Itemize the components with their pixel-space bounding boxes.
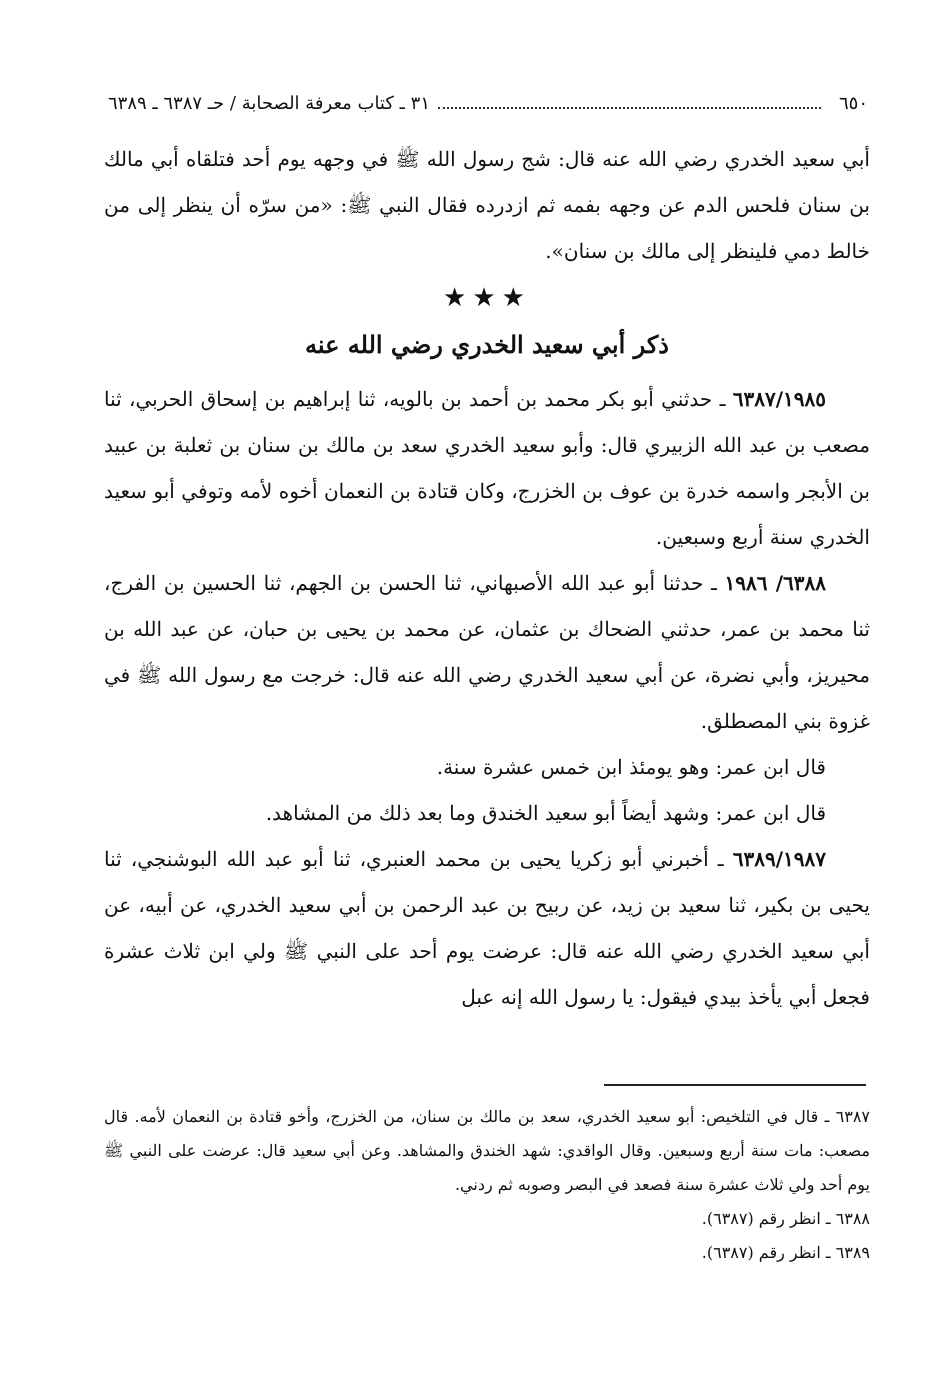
footnote: ٦٣٨٩ ـ انظر رقم (٦٣٨٧). bbox=[701, 1243, 870, 1262]
hadith-number: ٦٣٨٧/١٩٨٥ bbox=[732, 387, 826, 411]
ibn-umar-note-1: قال ابن عمر: وهو يومئذ ابن خمس عشرة سنة. bbox=[436, 755, 826, 779]
hadith-paragraph bbox=[104, 376, 870, 560]
hadith-paragraph bbox=[104, 560, 870, 744]
footnote: ٦٣٨٨ ـ انظر رقم (٦٣٨٧). bbox=[701, 1209, 870, 1228]
hadith-text: ـ حدثنا أبو عبد الله الأصبهاني، ثنا الحسن بن الجهم، ثنا الحسين بن الفرج، ثنا محمد بن عمر، حدثني الضحاك بن عثمان، عن محمد بن يحيى بن حبان، عن عبد الله بن محيريز، وأبي نضرة، عن أبي سعيد الخدري رضي الله عنه قال: خرجت مع رسول الله ﷺ في غزوة بني المصطلق. bbox=[104, 571, 870, 733]
section-title: ذكر أبي سعيد الخدري رضي الله عنه bbox=[304, 330, 669, 359]
running-title: ٣١ ـ كتاب معرفة الصحابة / حـ ٦٣٨٧ ـ ٦٣٨٩ bbox=[108, 92, 430, 114]
page-header bbox=[108, 88, 868, 118]
star-separator: ★★★ bbox=[443, 283, 531, 313]
footnote-divider bbox=[604, 1084, 866, 1086]
intro-paragraph: أبي سعيد الخدري رضي الله عنه قال: شج رسول الله ﷺ في وجهه يوم أحد فتلقاه أبي مالك بن سنان فلحس الدم عن وجهه بفمه ثم ازدرده فقال النبي ﷺ: «من سرّه أن ينظر إلى من خالط دمي فلينظر إلى مالك بن سنان». bbox=[104, 147, 870, 263]
footnote: ٦٣٨٧ ـ قال في التلخيص: أبو سعيد الخدري، سعد بن مالك بن سنان، من الخزرج، وأخو قتادة بن النعمان لأمه. قال مصعب: مات سنة أربع وسبعين. وقال الواقدي: شهد الخندق والمشاهد. وعن أبي سعيد قال: عرضت على النبي ﷺ يوم أحد ولي ثلاث عشرة سنة فصعد في البصر وصوبه ثم ردني. bbox=[104, 1107, 871, 1194]
hadith-number: ٦٣٨٩/١٩٨٧ bbox=[732, 847, 826, 871]
header-dotted-leader bbox=[438, 97, 821, 109]
footnotes bbox=[104, 1100, 870, 1270]
main-text bbox=[104, 136, 870, 1020]
page-number: ٦٥٠ bbox=[838, 92, 868, 114]
hadith-number: ٦٣٨٨/ ١٩٨٦ bbox=[724, 571, 827, 595]
ibn-umar-note-2: قال ابن عمر: وشهد أيضاً أبو سعيد الخندق وما بعد ذلك من المشاهد. bbox=[265, 801, 826, 825]
hadith-paragraph bbox=[104, 836, 870, 1020]
hadith-text: ـ أخبرني أبو زكريا يحيى بن محمد العنبري، ثنا أبو عبد الله البوشنجي، ثنا يحيى بن بكير، ثنا سعيد بن زيد، عن ربيح بن عبد الرحمن بن أبي سعيد الخدري، عن أبيه، عن أبي سعيد الخدري رضي الله عنه قال: عرضت يوم أحد على النبي ﷺ ولي ابن ثلاث عشرة فجعل أبي يأخذ بيدي فيقول: يا رسول الله إنه عبل bbox=[104, 847, 870, 1009]
hadith-text: ـ حدثني أبو بكر محمد بن أحمد بن بالويه، ثنا إبراهيم بن إسحاق الحربي، ثنا مصعب بن عبد الله الزبيري قال: وأبو سعيد الخدري سعد بن مالك بن سنان بن ثعلبة بن عبيد بن الأبجر واسمه خدرة بن عوف بن الخزرج، وكان قتادة بن النعمان أخوه لأمه وتوفي أبو سعيد الخدري سنة أربع وسبعين. bbox=[104, 387, 870, 549]
